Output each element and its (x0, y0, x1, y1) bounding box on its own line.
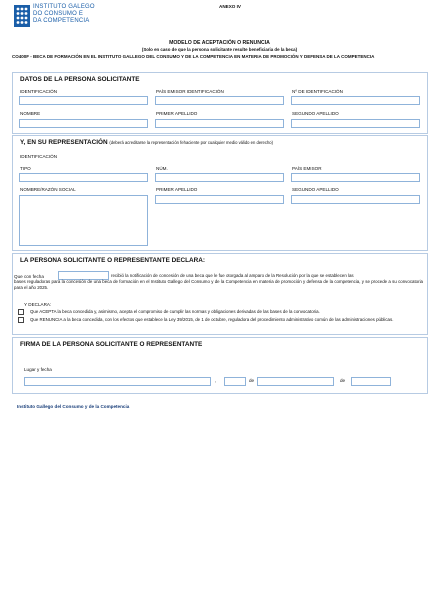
rep-second-surname-field[interactable] (291, 195, 420, 204)
day-field[interactable] (224, 377, 246, 386)
rep-second-surname-label: SEGUNDO APELLIDO (292, 187, 339, 192)
company-name-label: NOMBRE/RAZÓN SOCIAL (20, 187, 76, 192)
renounce-text: Que RENUNCIA a la beca concedida, con los efectos que establece la Ley 39/2015, de 1 de octubre, reguladora del procedimiento administrativo común de las administraciones públicas. (30, 317, 394, 322)
accept-text: Que ACEPTA la beca concedida y, asimismo, acepta el compromiso de cumplir las normas y obligaciones derivadas de las bases de la convocatoria. (30, 309, 320, 314)
type-label: TIPO (20, 166, 31, 171)
month-field[interactable] (257, 377, 334, 386)
applicant-heading: DATOS DE LA PERSONA SOLICITANTE (20, 76, 140, 83)
representative-note: (deberá acreditarse la representación fehaciente por cualquier medio válido en derecho) (109, 140, 274, 145)
type-field[interactable] (19, 173, 148, 182)
de-separator-2: de (340, 378, 346, 383)
date-prefix: Que con fecha (14, 274, 44, 279)
name-field[interactable] (19, 119, 148, 128)
issuing-country-field[interactable] (291, 173, 420, 182)
rep-first-surname-label: PRIMER APELLIDO (156, 187, 198, 192)
second-surname-field[interactable] (291, 119, 420, 128)
declaration-text-rest: bases reguladoras para la concesión de una beca de formación en el Instituto Gallego del Consumo y de la Competencia en materia de promoción y defensa de la competencia, y se procede a su convocatoria para el año 2025. (14, 279, 423, 290)
company-name-field[interactable] (19, 195, 148, 246)
name-label: NOMBRE (20, 111, 41, 116)
logo-line: DA COMPETENCIA (33, 18, 90, 25)
footer-text: Instituto Gallego del Consumo y de la Competencia (17, 404, 130, 409)
second-surname-label: SEGUNDO APELLIDO (292, 111, 339, 116)
de-separator-1: de (249, 378, 255, 383)
logo-text (33, 4, 123, 26)
id-field[interactable] (19, 96, 148, 105)
country-field[interactable] (155, 96, 284, 105)
representative-id-subheading: IDENTIFICACIÓN (20, 154, 58, 159)
id-number-label: Nº DE IDENTIFICACIÓN (292, 89, 343, 94)
num-label: NÚM. (156, 166, 168, 171)
comma-separator: , (215, 378, 217, 383)
renounce-checkbox[interactable] (18, 317, 24, 323)
logo-line: INSTITUTO GALEGO (33, 4, 95, 10)
id-label: IDENTIFICACIÓN (20, 89, 58, 94)
declare-label: Y DECLARA: (24, 302, 52, 307)
declaration-heading: LA PERSONA SOLICITANTE O REPRESENTANTE DECLARA: (20, 257, 205, 264)
signature-heading: FIRMA DE LA PERSONA SOLICITANTE O REPRESENTANTE (20, 341, 203, 348)
year-field[interactable] (351, 377, 391, 386)
form-subtitle: (Solo en caso de que la persona solicitante resulte beneficiaria de la beca) (141, 47, 298, 52)
first-surname-label: PRIMER APELLIDO (156, 111, 198, 116)
first-surname-field[interactable] (155, 119, 284, 128)
representative-heading-text: Y, EN SU REPRESENTACIÓN (20, 139, 108, 146)
declaration-text-first-line: recibió la notificación de concesión de una beca que le fue otorgada al amparo de la Resolución por la que se establecen las (111, 273, 354, 278)
procedure-code: CO400F - BECA DE FORMACIÓN EN EL INSTITUTO GALLEGO DEL CONSUMO Y DE LA COMPETENCIA EN MATERIA DE PROMOCIÓN Y DEFENSA DE LA COMPETENCIA (12, 54, 375, 59)
place-field[interactable] (24, 377, 211, 386)
num-field[interactable] (155, 173, 284, 182)
country-label: PAÍS EMISOR IDENTIFICACIÓN (156, 89, 224, 94)
id-number-field[interactable] (291, 96, 420, 105)
place-date-label: Lugar y fecha (24, 367, 52, 372)
rep-first-surname-field[interactable] (155, 195, 284, 204)
annex-label: ANEXO IV (219, 4, 241, 9)
representative-heading (20, 139, 273, 146)
issuing-country-label: PAÍS EMISOR (292, 166, 322, 171)
logo-line: DO CONSUMO E (33, 11, 84, 18)
form-title: MODELO DE ACEPTACIÓN O RENUNCIA (169, 40, 270, 46)
xunta-logo-icon (14, 5, 30, 27)
accept-checkbox[interactable] (18, 309, 24, 315)
